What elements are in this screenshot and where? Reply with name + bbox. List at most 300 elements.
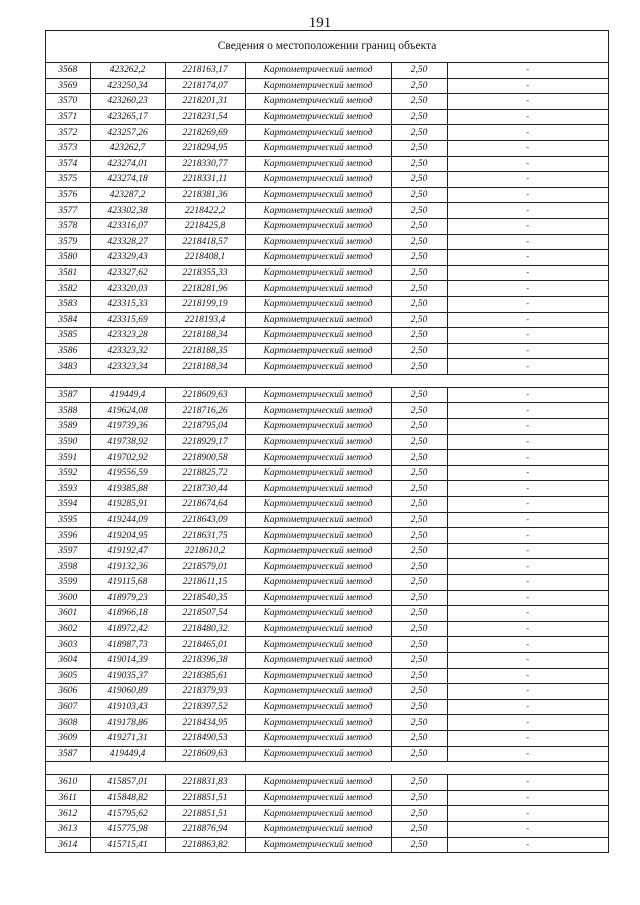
point-number-cell: 3575 [46,172,90,188]
table-row [46,387,608,403]
x-coordinate-cell: 419556,59 [90,465,165,481]
point-number-cell: 3593 [46,481,90,497]
method-cell: Картометрический метод [245,63,391,78]
x-coordinate-cell: 423274,01 [90,156,165,172]
x-coordinate-cell: 415848,82 [90,790,165,806]
table-row [46,296,608,312]
y-coordinate-cell: 2218851,51 [165,790,245,806]
point-number-cell: 3607 [46,699,90,715]
accuracy-cell: 2,50 [391,497,447,513]
method-cell: Картометрический метод [245,715,391,731]
description-cell: - [447,218,608,234]
coordinates-table-body [46,63,608,853]
point-number-cell: 3603 [46,637,90,653]
y-coordinate-cell: 2218188,35 [165,343,245,359]
description-cell: - [447,156,608,172]
y-coordinate-cell: 2218330,77 [165,156,245,172]
point-number-cell: 3612 [46,806,90,822]
x-coordinate-cell: 423274,18 [90,172,165,188]
description-cell: - [447,543,608,559]
accuracy-cell: 2,50 [391,78,447,94]
accuracy-cell: 2,50 [391,621,447,637]
method-cell: Картометрический метод [245,575,391,591]
table-row [46,668,608,684]
accuracy-cell: 2,50 [391,218,447,234]
y-coordinate-cell: 2218716,26 [165,403,245,419]
y-coordinate-cell: 2218188,34 [165,328,245,344]
accuracy-cell: 2,50 [391,63,447,78]
method-cell: Картометрический метод [245,281,391,297]
x-coordinate-cell: 418979,23 [90,590,165,606]
accuracy-cell: 2,50 [391,790,447,806]
description-cell: - [447,109,608,125]
y-coordinate-cell: 2218199,19 [165,296,245,312]
x-coordinate-cell: 419385,88 [90,481,165,497]
point-number-cell: 3611 [46,790,90,806]
x-coordinate-cell: 419624,08 [90,403,165,419]
point-number-cell: 3483 [46,359,90,375]
x-coordinate-cell: 419244,09 [90,512,165,528]
x-coordinate-cell: 423260,23 [90,94,165,110]
accuracy-cell: 2,50 [391,699,447,715]
sheet-title: Сведения о местоположении границ объекта [46,31,608,63]
method-cell: Картометрический метод [245,497,391,513]
point-number-cell: 3610 [46,775,90,791]
point-number-cell: 3589 [46,419,90,435]
method-cell: Картометрический метод [245,172,391,188]
y-coordinate-cell: 2218900,58 [165,450,245,466]
description-cell: - [447,250,608,266]
y-coordinate-cell: 2218609,63 [165,746,245,762]
description-cell: - [447,606,608,622]
description-cell: - [447,699,608,715]
accuracy-cell: 2,50 [391,265,447,281]
description-cell: - [447,281,608,297]
point-number-cell: 3574 [46,156,90,172]
description-cell: - [447,512,608,528]
table-row [46,481,608,497]
description-cell: - [447,746,608,762]
accuracy-cell: 2,50 [391,575,447,591]
method-cell: Картометрический метод [245,512,391,528]
accuracy-cell: 2,50 [391,637,447,653]
description-cell: - [447,234,608,250]
description-cell: - [447,730,608,746]
accuracy-cell: 2,50 [391,715,447,731]
description-cell: - [447,590,608,606]
table-row [46,140,608,156]
description-cell: - [447,775,608,791]
x-coordinate-cell: 423320,03 [90,281,165,297]
x-coordinate-cell: 423287,2 [90,187,165,203]
x-coordinate-cell: 423323,32 [90,343,165,359]
description-cell: - [447,528,608,544]
point-number-cell: 3577 [46,203,90,219]
y-coordinate-cell: 2218294,95 [165,140,245,156]
description-cell: - [447,419,608,435]
table-row [46,203,608,219]
description-cell: - [447,94,608,110]
table-row [46,419,608,435]
y-coordinate-cell: 2218379,93 [165,684,245,700]
description-cell: - [447,806,608,822]
coordinates-table [46,63,608,853]
accuracy-cell: 2,50 [391,172,447,188]
x-coordinate-cell: 419739,36 [90,419,165,435]
accuracy-cell: 2,50 [391,512,447,528]
accuracy-cell: 2,50 [391,140,447,156]
point-number-cell: 3582 [46,281,90,297]
description-cell: - [447,715,608,731]
method-cell: Картометрический метод [245,621,391,637]
y-coordinate-cell: 2218355,33 [165,265,245,281]
description-cell: - [447,187,608,203]
method-cell: Картометрический метод [245,265,391,281]
description-cell: - [447,790,608,806]
method-cell: Картометрический метод [245,343,391,359]
accuracy-cell: 2,50 [391,234,447,250]
description-cell: - [447,203,608,219]
point-number-cell: 3609 [46,730,90,746]
x-coordinate-cell: 423262,2 [90,63,165,78]
accuracy-cell: 2,50 [391,296,447,312]
y-coordinate-cell: 2218851,51 [165,806,245,822]
point-number-cell: 3614 [46,837,90,853]
method-cell: Картометрический метод [245,359,391,375]
x-coordinate-cell: 419449,4 [90,746,165,762]
x-coordinate-cell: 419014,39 [90,652,165,668]
table-row [46,312,608,328]
method-cell: Картометрический метод [245,821,391,837]
y-coordinate-cell: 2218396,38 [165,652,245,668]
method-cell: Картометрический метод [245,434,391,450]
description-cell: - [447,434,608,450]
x-coordinate-cell: 423328,27 [90,234,165,250]
point-number-cell: 3581 [46,265,90,281]
group-separator-row [46,762,608,775]
table-row [46,821,608,837]
point-number-cell: 3595 [46,512,90,528]
point-number-cell: 3576 [46,187,90,203]
description-cell: - [447,78,608,94]
accuracy-cell: 2,50 [391,187,447,203]
accuracy-cell: 2,50 [391,125,447,141]
x-coordinate-cell: 419204,95 [90,528,165,544]
description-cell: - [447,125,608,141]
x-coordinate-cell: 423302,38 [90,203,165,219]
point-number-cell: 3601 [46,606,90,622]
accuracy-cell: 2,50 [391,775,447,791]
table-row [46,465,608,481]
x-coordinate-cell: 423315,33 [90,296,165,312]
y-coordinate-cell: 2218465,01 [165,637,245,653]
point-number-cell: 3573 [46,140,90,156]
y-coordinate-cell: 2218331,11 [165,172,245,188]
table-row [46,652,608,668]
description-cell: - [447,559,608,575]
y-coordinate-cell: 2218643,09 [165,512,245,528]
table-row [46,559,608,575]
y-coordinate-cell: 2218876,94 [165,821,245,837]
y-coordinate-cell: 2218385,61 [165,668,245,684]
accuracy-cell: 2,50 [391,328,447,344]
y-coordinate-cell: 2218863,82 [165,837,245,853]
point-number-cell: 3578 [46,218,90,234]
point-number-cell: 3587 [46,746,90,762]
accuracy-cell: 2,50 [391,203,447,219]
x-coordinate-cell: 415795,62 [90,806,165,822]
method-cell: Картометрический метод [245,403,391,419]
description-cell: - [447,312,608,328]
description-cell: - [447,497,608,513]
method-cell: Картометрический метод [245,234,391,250]
method-cell: Картометрический метод [245,450,391,466]
point-number-cell: 3596 [46,528,90,544]
point-number-cell: 3598 [46,559,90,575]
x-coordinate-cell: 419115,68 [90,575,165,591]
y-coordinate-cell: 2218610,2 [165,543,245,559]
method-cell: Картометрический метод [245,652,391,668]
group-separator-cell [46,374,608,387]
description-cell: - [447,837,608,853]
point-number-cell: 3585 [46,328,90,344]
x-coordinate-cell: 419132,36 [90,559,165,575]
point-number-cell: 3570 [46,94,90,110]
accuracy-cell: 2,50 [391,465,447,481]
accuracy-cell: 2,50 [391,359,447,375]
x-coordinate-cell: 423262,7 [90,140,165,156]
description-cell: - [447,265,608,281]
y-coordinate-cell: 2218434,95 [165,715,245,731]
table-row [46,403,608,419]
accuracy-cell: 2,50 [391,730,447,746]
accuracy-cell: 2,50 [391,668,447,684]
x-coordinate-cell: 423323,34 [90,359,165,375]
point-number-cell: 3571 [46,109,90,125]
method-cell: Картометрический метод [245,156,391,172]
description-cell: - [447,172,608,188]
description-cell: - [447,140,608,156]
description-cell: - [447,403,608,419]
x-coordinate-cell: 418987,73 [90,637,165,653]
accuracy-cell: 2,50 [391,606,447,622]
accuracy-cell: 2,50 [391,156,447,172]
description-cell: - [447,465,608,481]
y-coordinate-cell: 2218609,63 [165,387,245,403]
table-row [46,156,608,172]
point-number-cell: 3586 [46,343,90,359]
method-cell: Картометрический метод [245,606,391,622]
accuracy-cell: 2,50 [391,590,447,606]
method-cell: Картометрический метод [245,746,391,762]
table-row [46,684,608,700]
accuracy-cell: 2,50 [391,343,447,359]
point-number-cell: 3597 [46,543,90,559]
method-cell: Картометрический метод [245,387,391,403]
y-coordinate-cell: 2218631,75 [165,528,245,544]
accuracy-cell: 2,50 [391,806,447,822]
table-row [46,94,608,110]
y-coordinate-cell: 2218507,54 [165,606,245,622]
description-cell: - [447,575,608,591]
description-cell: - [447,450,608,466]
accuracy-cell: 2,50 [391,837,447,853]
method-cell: Картометрический метод [245,328,391,344]
method-cell: Картометрический метод [245,419,391,435]
y-coordinate-cell: 2218418,57 [165,234,245,250]
accuracy-cell: 2,50 [391,684,447,700]
method-cell: Картометрический метод [245,125,391,141]
table-row [46,265,608,281]
description-cell: - [447,621,608,637]
y-coordinate-cell: 2218408,1 [165,250,245,266]
x-coordinate-cell: 419192,47 [90,543,165,559]
method-cell: Картометрический метод [245,296,391,312]
point-number-cell: 3590 [46,434,90,450]
accuracy-cell: 2,50 [391,403,447,419]
method-cell: Картометрический метод [245,699,391,715]
description-cell: - [447,668,608,684]
point-number-cell: 3605 [46,668,90,684]
method-cell: Картометрический метод [245,109,391,125]
accuracy-cell: 2,50 [391,543,447,559]
table-row [46,543,608,559]
y-coordinate-cell: 2218422,2 [165,203,245,219]
method-cell: Картометрический метод [245,668,391,684]
method-cell: Картометрический метод [245,187,391,203]
point-number-cell: 3604 [46,652,90,668]
table-row [46,528,608,544]
x-coordinate-cell: 419060,89 [90,684,165,700]
method-cell: Картометрический метод [245,78,391,94]
point-number-cell: 3599 [46,575,90,591]
x-coordinate-cell: 423257,26 [90,125,165,141]
y-coordinate-cell: 2218674,64 [165,497,245,513]
boundary-table-sheet [45,30,609,853]
x-coordinate-cell: 418972,42 [90,621,165,637]
x-coordinate-cell: 423329,43 [90,250,165,266]
x-coordinate-cell: 419449,4 [90,387,165,403]
table-row [46,78,608,94]
table-row [46,281,608,297]
table-row [46,125,608,141]
x-coordinate-cell: 423250,34 [90,78,165,94]
accuracy-cell: 2,50 [391,387,447,403]
x-coordinate-cell: 415775,98 [90,821,165,837]
point-number-cell: 3600 [46,590,90,606]
point-number-cell: 3584 [46,312,90,328]
table-row [46,234,608,250]
x-coordinate-cell: 419035,37 [90,668,165,684]
accuracy-cell: 2,50 [391,528,447,544]
point-number-cell: 3608 [46,715,90,731]
method-cell: Картометрический метод [245,543,391,559]
method-cell: Картометрический метод [245,481,391,497]
x-coordinate-cell: 419702,92 [90,450,165,466]
point-number-cell: 3592 [46,465,90,481]
table-row [46,450,608,466]
point-number-cell: 3568 [46,63,90,78]
description-cell: - [447,821,608,837]
x-coordinate-cell: 419178,86 [90,715,165,731]
method-cell: Картометрический метод [245,203,391,219]
description-cell: - [447,328,608,344]
accuracy-cell: 2,50 [391,559,447,575]
table-row [46,806,608,822]
accuracy-cell: 2,50 [391,652,447,668]
table-row [46,715,608,731]
y-coordinate-cell: 2218201,31 [165,94,245,110]
method-cell: Картометрический метод [245,94,391,110]
method-cell: Картометрический метод [245,684,391,700]
accuracy-cell: 2,50 [391,450,447,466]
table-row [46,497,608,513]
group-separator-cell [46,762,608,775]
point-number-cell: 3580 [46,250,90,266]
y-coordinate-cell: 2218174,07 [165,78,245,94]
table-row [46,172,608,188]
point-number-cell: 3594 [46,497,90,513]
method-cell: Картометрический метод [245,312,391,328]
description-cell: - [447,296,608,312]
x-coordinate-cell: 423327,62 [90,265,165,281]
x-coordinate-cell: 419103,43 [90,699,165,715]
accuracy-cell: 2,50 [391,746,447,762]
table-row [46,187,608,203]
x-coordinate-cell: 423315,69 [90,312,165,328]
y-coordinate-cell: 2218163,17 [165,63,245,78]
accuracy-cell: 2,50 [391,821,447,837]
method-cell: Картометрический метод [245,806,391,822]
x-coordinate-cell: 419738,92 [90,434,165,450]
x-coordinate-cell: 423316,07 [90,218,165,234]
x-coordinate-cell: 415857,01 [90,775,165,791]
method-cell: Картометрический метод [245,775,391,791]
table-row [46,250,608,266]
y-coordinate-cell: 2218831,83 [165,775,245,791]
x-coordinate-cell: 418966,18 [90,606,165,622]
description-cell: - [447,637,608,653]
description-cell: - [447,359,608,375]
accuracy-cell: 2,50 [391,434,447,450]
method-cell: Картометрический метод [245,465,391,481]
method-cell: Картометрический метод [245,790,391,806]
table-row [46,218,608,234]
point-number-cell: 3569 [46,78,90,94]
y-coordinate-cell: 2218929,17 [165,434,245,450]
description-cell: - [447,63,608,78]
table-row [46,343,608,359]
point-number-cell: 3583 [46,296,90,312]
point-number-cell: 3579 [46,234,90,250]
y-coordinate-cell: 2218269,69 [165,125,245,141]
y-coordinate-cell: 2218188,34 [165,359,245,375]
table-row [46,434,608,450]
y-coordinate-cell: 2218490,53 [165,730,245,746]
y-coordinate-cell: 2218579,01 [165,559,245,575]
description-cell: - [447,652,608,668]
x-coordinate-cell: 419285,91 [90,497,165,513]
point-number-cell: 3588 [46,403,90,419]
accuracy-cell: 2,50 [391,250,447,266]
x-coordinate-cell: 423323,28 [90,328,165,344]
y-coordinate-cell: 2218480,32 [165,621,245,637]
accuracy-cell: 2,50 [391,281,447,297]
y-coordinate-cell: 2218193,4 [165,312,245,328]
y-coordinate-cell: 2218540,35 [165,590,245,606]
method-cell: Картометрический метод [245,730,391,746]
table-row [46,512,608,528]
